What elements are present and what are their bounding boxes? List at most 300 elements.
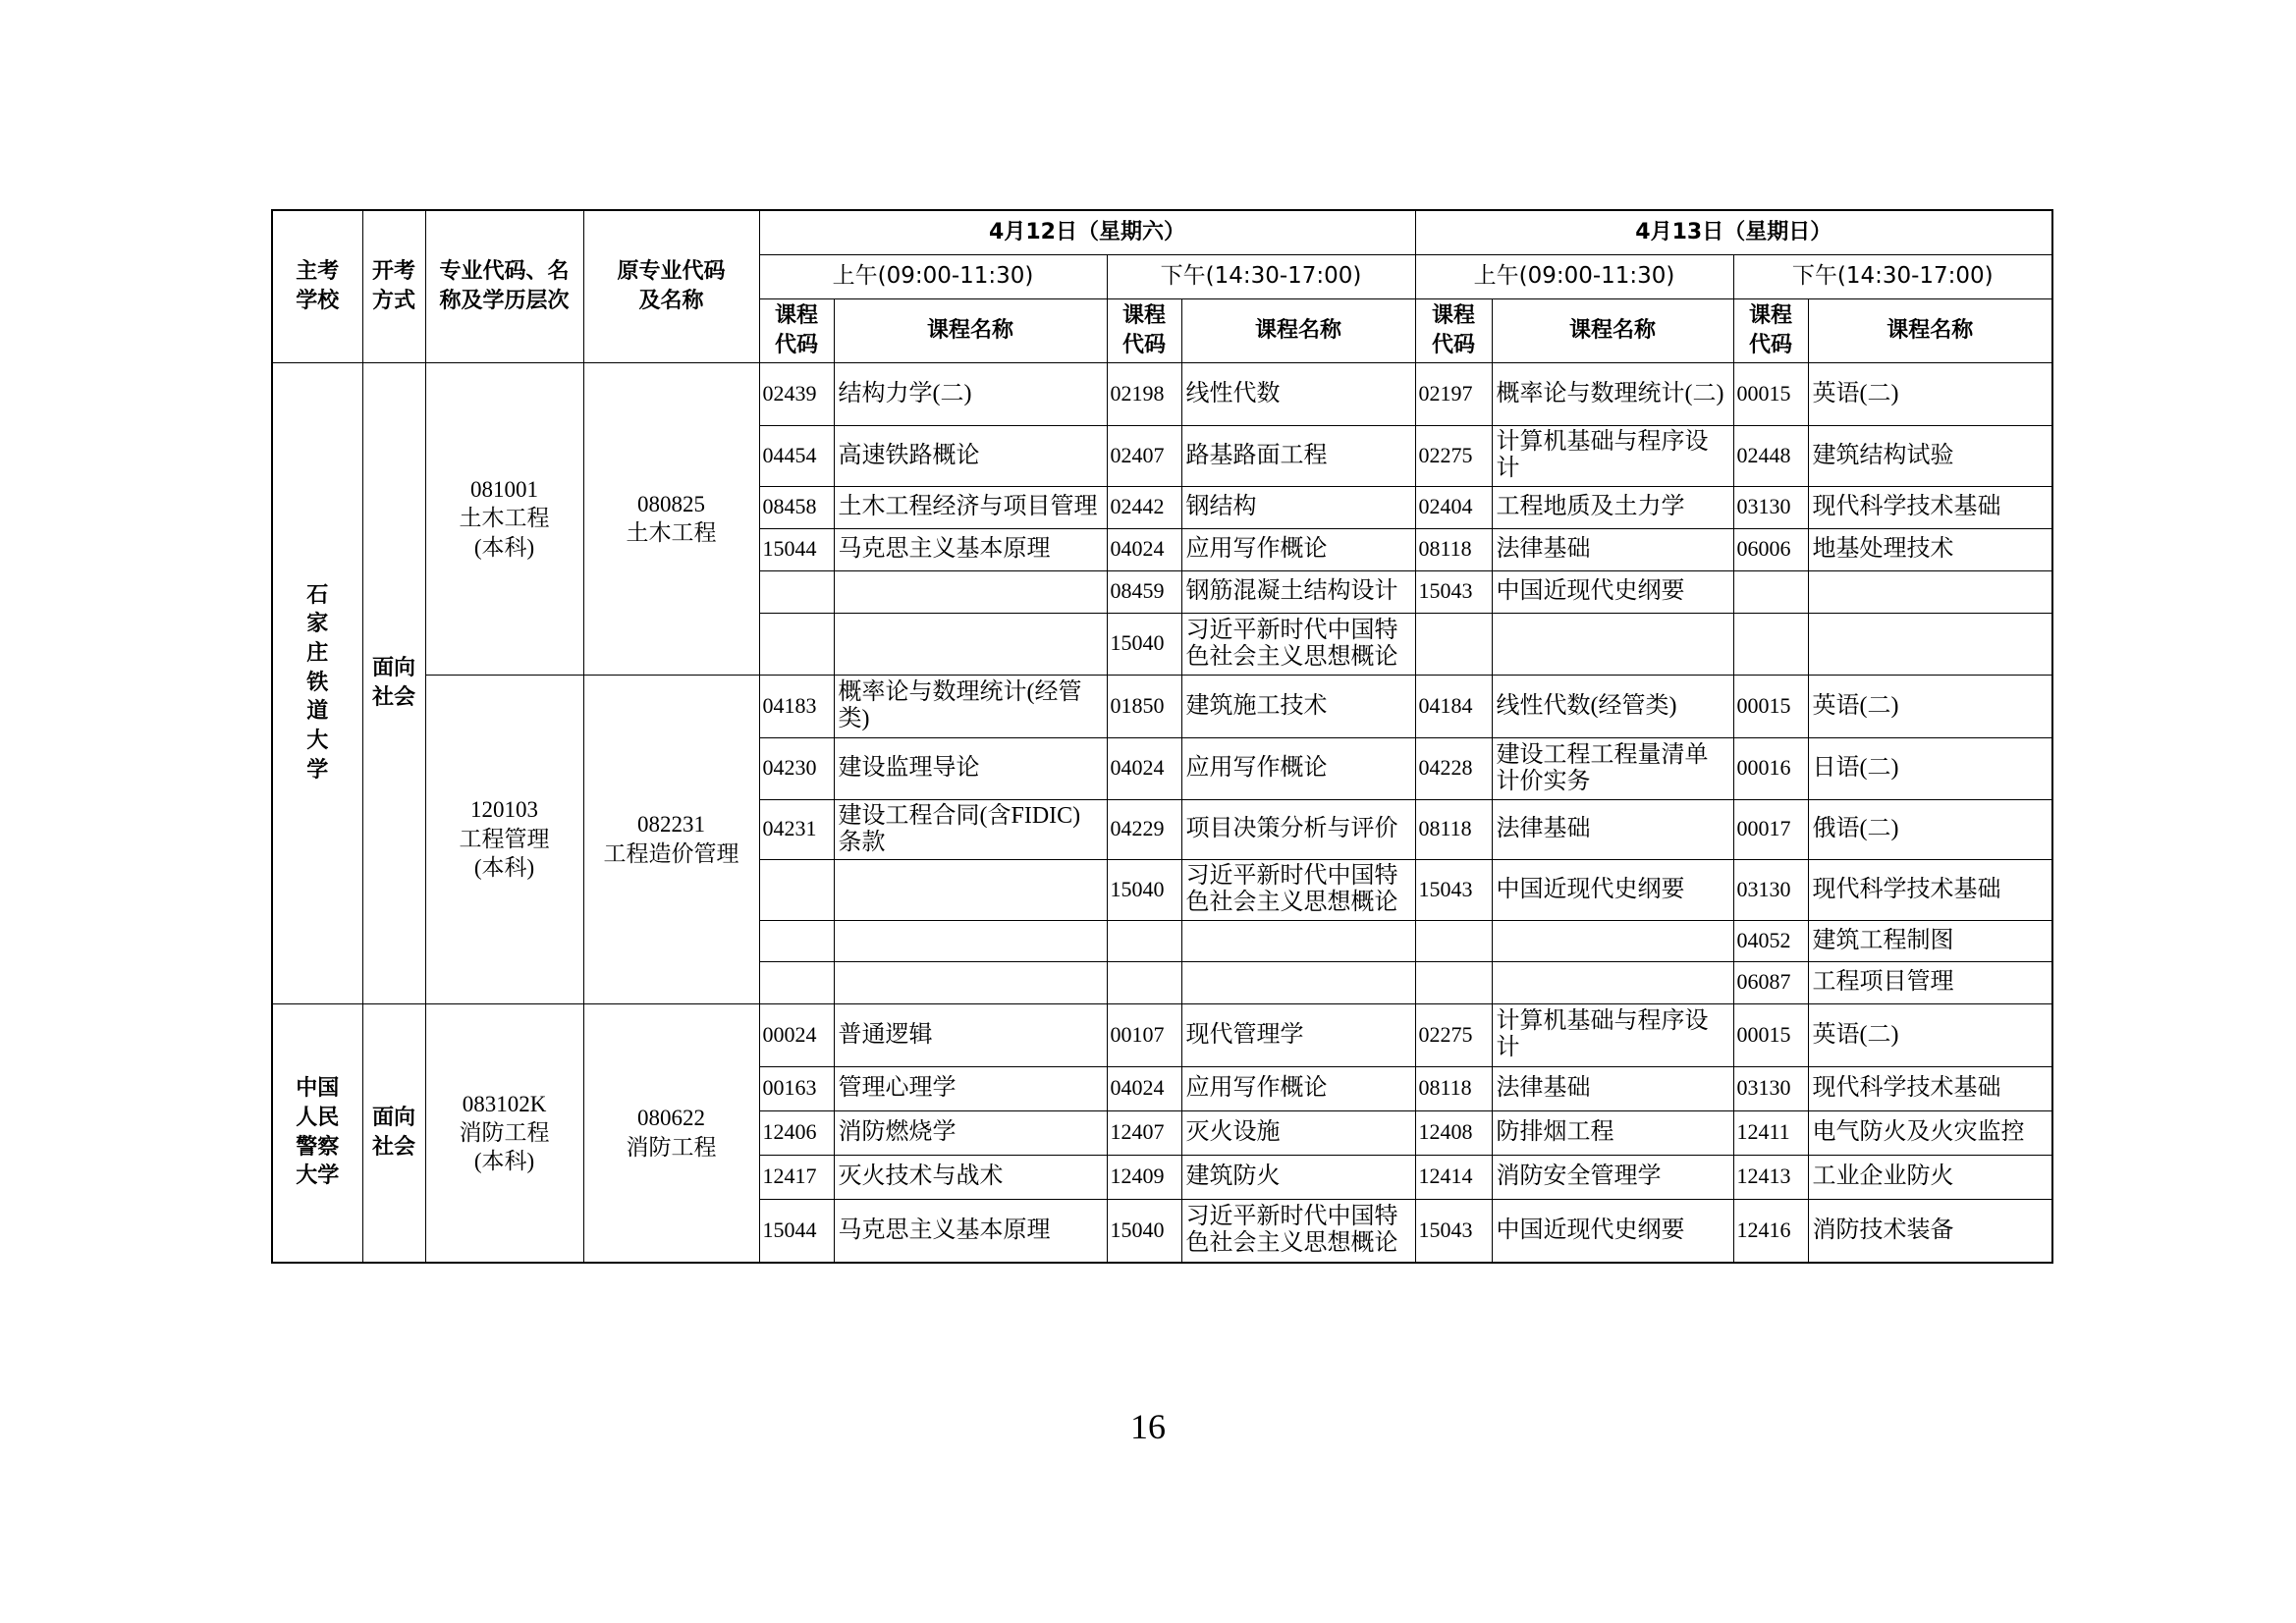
course-code-cell bbox=[759, 486, 834, 528]
course-code: 00015 bbox=[1736, 692, 1791, 718]
course-code-cell bbox=[1107, 486, 1181, 528]
course-name-cell bbox=[1492, 737, 1733, 799]
course-code-cell bbox=[1733, 362, 1808, 425]
course-name-cell bbox=[1492, 570, 1733, 613]
session-label: 下午(14:30-17:00) bbox=[1791, 262, 1994, 289]
course-name-cell bbox=[1808, 675, 2052, 737]
course-name: 建筑结构试验 bbox=[1812, 442, 1954, 468]
course-code-cell bbox=[1107, 737, 1181, 799]
course-name-cell bbox=[834, 570, 1107, 613]
course-name-cell bbox=[1181, 362, 1415, 425]
course-code: 02198 bbox=[1110, 380, 1165, 406]
major-column-header bbox=[425, 210, 583, 362]
course-name-cell bbox=[1808, 362, 2052, 425]
major-cell bbox=[425, 362, 583, 675]
course-code-cell bbox=[1733, 920, 1808, 961]
course-code-cell bbox=[1733, 1066, 1808, 1110]
course-code-cell bbox=[759, 613, 834, 675]
course-name: 线性代数(经管类) bbox=[1496, 692, 1677, 719]
course-name: 工程地质及土力学 bbox=[1496, 494, 1685, 520]
course-code-cell bbox=[1107, 961, 1181, 1003]
course-name: 法律基础 bbox=[1496, 1075, 1591, 1102]
course-name-cell bbox=[1492, 613, 1733, 675]
course-code: 15044 bbox=[762, 536, 817, 562]
course-name: 现代科学技术基础 bbox=[1812, 1075, 2001, 1102]
course-code-cell bbox=[1415, 1155, 1492, 1199]
course-code: 12417 bbox=[762, 1163, 817, 1189]
course-code: 00015 bbox=[1736, 380, 1791, 406]
course-name: 中国近现代史纲要 bbox=[1496, 578, 1685, 605]
original-major-cell bbox=[583, 362, 759, 675]
course-code-cell bbox=[1415, 920, 1492, 961]
course-name: 马克思主义基本原理 bbox=[838, 536, 1051, 563]
course-code-cell bbox=[1107, 362, 1181, 425]
course-name-cell bbox=[1808, 920, 2052, 961]
course-code: 00163 bbox=[762, 1075, 817, 1101]
course-name: 计算机基础与程序设计 bbox=[1496, 429, 1709, 481]
course-code: 12409 bbox=[1110, 1163, 1165, 1189]
major-code: 081001 bbox=[470, 476, 538, 502]
course-code: 00107 bbox=[1110, 1021, 1165, 1047]
course-name: 土木工程经济与项目管理 bbox=[838, 494, 1098, 520]
original-major-name: 土木工程 bbox=[626, 520, 717, 545]
course-name: 结构力学(二) bbox=[838, 380, 972, 406]
course-name-cell bbox=[1808, 1003, 2052, 1066]
table-body bbox=[272, 362, 2052, 1263]
course-code: 04230 bbox=[762, 755, 817, 781]
course-code-cell bbox=[1107, 859, 1181, 920]
course-name-cell bbox=[834, 1110, 1107, 1155]
course-name-cell bbox=[1808, 1066, 2052, 1110]
table-row bbox=[272, 675, 2052, 737]
course-name-cell bbox=[1181, 1003, 1415, 1066]
course-code-cell bbox=[759, 1199, 834, 1263]
course-code-cell bbox=[1415, 613, 1492, 675]
course-name-cell bbox=[834, 859, 1107, 920]
course-code: 03130 bbox=[1736, 876, 1791, 901]
exam-schedule-table bbox=[271, 209, 2053, 1264]
course-name-cell bbox=[1492, 859, 1733, 920]
exam-mode-column-header-label: 开考方式 bbox=[371, 259, 415, 313]
course-name-cell bbox=[1808, 1155, 2052, 1199]
course-code: 08118 bbox=[1418, 1075, 1472, 1101]
course-name-header bbox=[1181, 298, 1415, 362]
course-code-cell bbox=[1733, 1110, 1808, 1155]
course-name-cell bbox=[1492, 362, 1733, 425]
course-code: 04184 bbox=[1418, 692, 1473, 718]
course-code: 04024 bbox=[1110, 1075, 1165, 1101]
course-code-cell bbox=[759, 362, 834, 425]
course-code-cell bbox=[1107, 1199, 1181, 1263]
course-name-cell bbox=[1808, 486, 2052, 528]
course-name-cell bbox=[1808, 425, 2052, 486]
course-name: 钢筋混凝土结构设计 bbox=[1185, 578, 1398, 605]
course-name: 消防燃烧学 bbox=[838, 1119, 957, 1146]
date-header bbox=[759, 210, 1415, 254]
course-name: 建筑防火 bbox=[1185, 1163, 1281, 1190]
course-code-cell bbox=[1733, 570, 1808, 613]
exam-mode: 面向社会 bbox=[371, 655, 415, 710]
course-code-cell bbox=[759, 675, 834, 737]
course-code-cell bbox=[1415, 1066, 1492, 1110]
course-name: 俄语(二) bbox=[1812, 816, 1899, 842]
major-level: (本科) bbox=[473, 855, 535, 881]
course-name: 管理心理学 bbox=[838, 1075, 957, 1102]
course-name: 消防安全管理学 bbox=[1496, 1163, 1662, 1190]
course-name: 应用写作概论 bbox=[1185, 1075, 1328, 1102]
course-name-cell bbox=[1808, 1110, 2052, 1155]
major-cell bbox=[425, 675, 583, 1003]
school-name: 石家庄铁道大学 bbox=[306, 582, 329, 783]
course-name: 英语(二) bbox=[1812, 1021, 1899, 1048]
session-label: 上午(09:00-11:30) bbox=[832, 262, 1034, 289]
course-code: 04228 bbox=[1418, 755, 1473, 781]
course-code-cell bbox=[1733, 1199, 1808, 1263]
course-code: 02404 bbox=[1418, 494, 1473, 519]
course-code: 02448 bbox=[1736, 442, 1791, 467]
course-name: 灭火设施 bbox=[1185, 1119, 1281, 1146]
course-name: 地基处理技术 bbox=[1812, 536, 1954, 563]
course-name: 灭火技术与战术 bbox=[838, 1163, 1004, 1190]
course-code: 15043 bbox=[1418, 876, 1473, 901]
course-code-cell bbox=[1415, 425, 1492, 486]
course-code-cell bbox=[1107, 425, 1181, 486]
major-level: (本科) bbox=[473, 1149, 535, 1174]
major-name: 消防工程 bbox=[459, 1120, 550, 1146]
course-code-cell bbox=[759, 1003, 834, 1066]
course-code: 08118 bbox=[1418, 816, 1472, 841]
session-header bbox=[1415, 254, 1733, 298]
course-name: 中国近现代史纲要 bbox=[1496, 1217, 1685, 1243]
course-name: 概率论与数理统计(二) bbox=[1496, 380, 1724, 406]
page-number: 16 bbox=[1130, 1407, 1166, 1446]
course-name: 建设工程工程量清单计价实务 bbox=[1496, 741, 1709, 794]
course-code: 00015 bbox=[1736, 1021, 1791, 1047]
course-code-cell bbox=[1733, 737, 1808, 799]
course-name: 建设工程合同(含FIDIC)条款 bbox=[838, 802, 1081, 855]
course-code-cell bbox=[759, 1110, 834, 1155]
course-name: 高速铁路概论 bbox=[838, 442, 980, 468]
course-name-cell bbox=[1492, 528, 1733, 570]
course-code: 03130 bbox=[1736, 494, 1791, 519]
course-name-cell bbox=[834, 613, 1107, 675]
course-name: 普通逻辑 bbox=[838, 1021, 933, 1048]
course-name-cell bbox=[834, 1155, 1107, 1199]
school-column-header-label: 主考学校 bbox=[296, 259, 340, 313]
course-code: 08118 bbox=[1418, 536, 1472, 562]
course-code-cell bbox=[759, 425, 834, 486]
course-code: 15040 bbox=[1110, 1217, 1165, 1242]
course-name: 应用写作概论 bbox=[1185, 755, 1328, 782]
course-name-cell bbox=[1181, 613, 1415, 675]
major-column-header-label: 专业代码、名称及学历层次 bbox=[439, 259, 570, 313]
course-code: 04024 bbox=[1110, 755, 1165, 781]
course-name: 习近平新时代中国特色社会主义思想概论 bbox=[1185, 863, 1398, 915]
exam-mode: 面向社会 bbox=[371, 1106, 415, 1160]
course-name-cell bbox=[1492, 1003, 1733, 1066]
course-name-cell bbox=[1492, 425, 1733, 486]
course-name-cell bbox=[1808, 613, 2052, 675]
course-code-cell bbox=[1415, 859, 1492, 920]
original-major-code: 080825 bbox=[637, 491, 705, 516]
course-name-header-label: 课程名称 bbox=[1886, 317, 1974, 343]
course-code: 08458 bbox=[762, 494, 817, 519]
course-name-cell bbox=[1492, 1066, 1733, 1110]
course-name-cell bbox=[1808, 961, 2052, 1003]
course-name-cell bbox=[1181, 1066, 1415, 1110]
course-code-header-label: 课程代码 bbox=[1748, 302, 1792, 357]
course-name-header bbox=[1808, 298, 2052, 362]
table-row bbox=[272, 1003, 2052, 1066]
major-name: 土木工程 bbox=[459, 506, 550, 531]
course-name-cell bbox=[1181, 859, 1415, 920]
date-label: 4月13日（星期日） bbox=[1635, 219, 1832, 244]
course-code: 15040 bbox=[1110, 876, 1165, 901]
course-code-header bbox=[1733, 298, 1808, 362]
course-code: 04231 bbox=[762, 816, 817, 841]
course-name: 电气防火及火灾监控 bbox=[1812, 1119, 2025, 1146]
course-code: 06087 bbox=[1736, 969, 1791, 995]
course-name-header bbox=[834, 298, 1107, 362]
course-code-cell bbox=[1107, 1003, 1181, 1066]
course-name-cell bbox=[834, 737, 1107, 799]
course-code: 12407 bbox=[1110, 1119, 1165, 1145]
course-name: 现代科学技术基础 bbox=[1812, 494, 2001, 520]
course-name-cell bbox=[1808, 737, 2052, 799]
course-code-cell bbox=[1733, 859, 1808, 920]
header-row-days bbox=[272, 210, 2052, 254]
course-code-cell bbox=[1415, 737, 1492, 799]
course-code: 00016 bbox=[1736, 755, 1791, 781]
course-name: 计算机基础与程序设计 bbox=[1496, 1008, 1709, 1060]
course-code-cell bbox=[1107, 799, 1181, 859]
course-name-cell bbox=[1492, 1155, 1733, 1199]
course-name: 马克思主义基本原理 bbox=[838, 1217, 1051, 1243]
course-name-cell bbox=[834, 528, 1107, 570]
course-code-cell bbox=[1415, 675, 1492, 737]
table-header bbox=[272, 210, 2052, 362]
course-name-cell bbox=[1492, 1110, 1733, 1155]
course-name-cell bbox=[834, 425, 1107, 486]
course-code: 06006 bbox=[1736, 536, 1791, 562]
original-major-column-header-label: 原专业代码及名称 bbox=[617, 259, 726, 313]
course-name-cell bbox=[1492, 920, 1733, 961]
course-name-cell bbox=[834, 486, 1107, 528]
course-code: 04183 bbox=[762, 692, 817, 718]
course-code: 15043 bbox=[1418, 1217, 1473, 1242]
course-code: 12411 bbox=[1736, 1119, 1790, 1145]
course-name-cell bbox=[1181, 486, 1415, 528]
course-code: 12416 bbox=[1736, 1217, 1791, 1242]
course-code-cell bbox=[1733, 961, 1808, 1003]
course-code-header-label: 课程代码 bbox=[774, 302, 818, 357]
course-code-header-label: 课程代码 bbox=[1431, 302, 1475, 357]
course-name: 工业企业防火 bbox=[1812, 1163, 1954, 1190]
major-level: (本科) bbox=[473, 534, 535, 560]
course-name-cell bbox=[1181, 961, 1415, 1003]
course-name: 建筑工程制图 bbox=[1812, 927, 1954, 953]
course-name-cell bbox=[1492, 675, 1733, 737]
course-name: 线性代数 bbox=[1185, 380, 1281, 406]
course-code: 00017 bbox=[1736, 816, 1791, 841]
exam-mode-cell bbox=[362, 362, 425, 1003]
course-code-cell bbox=[1733, 799, 1808, 859]
session-label: 下午(14:30-17:00) bbox=[1160, 262, 1362, 289]
course-code-cell bbox=[1733, 528, 1808, 570]
course-code-cell bbox=[1733, 613, 1808, 675]
course-name: 工程项目管理 bbox=[1812, 969, 1954, 996]
original-major-name: 工程造价管理 bbox=[603, 840, 739, 866]
course-code-cell bbox=[759, 859, 834, 920]
course-code-cell bbox=[759, 920, 834, 961]
course-code: 03130 bbox=[1736, 1075, 1791, 1101]
original-major-name: 消防工程 bbox=[626, 1134, 717, 1160]
major-code: 083102K bbox=[462, 1091, 547, 1116]
course-name: 钢结构 bbox=[1185, 494, 1257, 520]
date-header bbox=[1415, 210, 2052, 254]
course-name: 建设监理导论 bbox=[838, 755, 980, 782]
original-major-code: 080622 bbox=[637, 1106, 705, 1131]
major-name: 工程管理 bbox=[459, 826, 550, 851]
course-name-cell bbox=[834, 1003, 1107, 1066]
course-code-cell bbox=[759, 961, 834, 1003]
course-code-cell bbox=[759, 1066, 834, 1110]
course-code: 04052 bbox=[1736, 927, 1791, 952]
course-code: 02439 bbox=[762, 380, 817, 406]
course-name-cell bbox=[1492, 961, 1733, 1003]
course-code-cell bbox=[1107, 1110, 1181, 1155]
school-column-header bbox=[272, 210, 362, 362]
course-name-cell bbox=[834, 1199, 1107, 1263]
course-code-header bbox=[1415, 298, 1492, 362]
course-code: 12413 bbox=[1736, 1163, 1791, 1189]
course-name: 英语(二) bbox=[1812, 380, 1899, 406]
course-code: 12408 bbox=[1418, 1119, 1473, 1145]
session-label: 上午(09:00-11:30) bbox=[1473, 262, 1675, 289]
course-name-cell bbox=[1808, 528, 2052, 570]
course-code-cell bbox=[759, 799, 834, 859]
course-name-cell bbox=[1181, 528, 1415, 570]
course-name-cell bbox=[1181, 570, 1415, 613]
course-code-cell bbox=[1107, 675, 1181, 737]
course-name: 现代科学技术基础 bbox=[1812, 876, 2001, 902]
course-code: 04024 bbox=[1110, 536, 1165, 562]
course-name-cell bbox=[834, 675, 1107, 737]
course-code-cell bbox=[1733, 425, 1808, 486]
course-name-cell bbox=[1808, 570, 2052, 613]
original-major-cell bbox=[583, 1003, 759, 1263]
course-name: 概率论与数理统计(经管类) bbox=[838, 679, 1082, 731]
course-code-cell bbox=[759, 1155, 834, 1199]
course-name-cell bbox=[834, 920, 1107, 961]
course-name-cell bbox=[834, 362, 1107, 425]
course-name-cell bbox=[1808, 859, 2052, 920]
course-code-cell bbox=[1107, 570, 1181, 613]
course-name: 法律基础 bbox=[1496, 536, 1591, 563]
course-code-cell bbox=[1415, 528, 1492, 570]
course-name-cell bbox=[834, 1066, 1107, 1110]
date-label: 4月12日（星期六） bbox=[989, 219, 1185, 244]
course-code: 15040 bbox=[1110, 630, 1165, 656]
course-name-cell bbox=[1181, 1199, 1415, 1263]
course-code: 12414 bbox=[1418, 1163, 1473, 1189]
course-code: 12406 bbox=[762, 1119, 817, 1145]
course-code-cell bbox=[1415, 570, 1492, 613]
exam-mode-cell bbox=[362, 1003, 425, 1263]
course-code-header-label: 课程代码 bbox=[1121, 302, 1166, 357]
course-code-cell bbox=[1107, 1066, 1181, 1110]
school-cell bbox=[272, 362, 362, 1003]
course-name-cell bbox=[1181, 1110, 1415, 1155]
course-name-cell bbox=[1492, 486, 1733, 528]
course-name-header-label: 课程名称 bbox=[1568, 317, 1656, 343]
course-name-cell bbox=[1181, 737, 1415, 799]
school-name: 中国人民警察大学 bbox=[296, 1076, 340, 1189]
session-header bbox=[1733, 254, 2052, 298]
course-code-header bbox=[1107, 298, 1181, 362]
course-name: 项目决策分析与评价 bbox=[1185, 816, 1398, 842]
course-name-cell bbox=[1808, 1199, 2052, 1263]
course-code-cell bbox=[759, 528, 834, 570]
course-name-cell bbox=[834, 961, 1107, 1003]
course-name-cell bbox=[1808, 799, 2052, 859]
course-code-cell bbox=[1733, 486, 1808, 528]
school-cell bbox=[272, 1003, 362, 1263]
course-code-cell bbox=[1733, 1155, 1808, 1199]
course-code-cell bbox=[1107, 1155, 1181, 1199]
course-code: 01850 bbox=[1110, 692, 1165, 718]
course-name-cell bbox=[1181, 920, 1415, 961]
table-row bbox=[272, 362, 2052, 425]
course-name: 建筑施工技术 bbox=[1185, 692, 1328, 719]
course-code: 15044 bbox=[762, 1217, 817, 1242]
course-code-cell bbox=[1415, 1110, 1492, 1155]
course-name-cell bbox=[1492, 799, 1733, 859]
course-name: 日语(二) bbox=[1812, 755, 1899, 782]
course-name: 消防技术装备 bbox=[1812, 1217, 1954, 1243]
course-name-cell bbox=[1492, 1199, 1733, 1263]
course-name-header-label: 课程名称 bbox=[926, 317, 1013, 343]
course-code-cell bbox=[1733, 1003, 1808, 1066]
course-code-cell bbox=[759, 737, 834, 799]
original-major-column-header bbox=[583, 210, 759, 362]
session-header bbox=[1107, 254, 1415, 298]
course-name: 英语(二) bbox=[1812, 692, 1899, 719]
course-code-cell bbox=[1415, 961, 1492, 1003]
course-code: 08459 bbox=[1110, 578, 1165, 604]
course-code-cell bbox=[759, 570, 834, 613]
course-code-cell bbox=[1415, 1199, 1492, 1263]
course-name: 习近平新时代中国特色社会主义思想概论 bbox=[1185, 1204, 1398, 1257]
course-code-cell bbox=[1415, 1003, 1492, 1066]
course-name-header-label: 课程名称 bbox=[1254, 317, 1341, 343]
course-code-header bbox=[759, 298, 834, 362]
course-name: 中国近现代史纲要 bbox=[1496, 876, 1685, 902]
course-code-cell bbox=[1733, 675, 1808, 737]
course-code: 04454 bbox=[762, 442, 817, 467]
course-name: 防排烟工程 bbox=[1496, 1119, 1614, 1146]
course-code: 02275 bbox=[1418, 1021, 1473, 1047]
course-code-cell bbox=[1415, 799, 1492, 859]
course-code: 00024 bbox=[762, 1021, 817, 1047]
original-major-code: 082231 bbox=[637, 812, 705, 838]
exam-mode-column-header bbox=[362, 210, 425, 362]
course-name: 现代管理学 bbox=[1185, 1021, 1304, 1048]
course-code: 02407 bbox=[1110, 442, 1165, 467]
course-name-cell bbox=[1181, 1155, 1415, 1199]
original-major-cell bbox=[583, 675, 759, 1003]
course-name-header bbox=[1492, 298, 1733, 362]
